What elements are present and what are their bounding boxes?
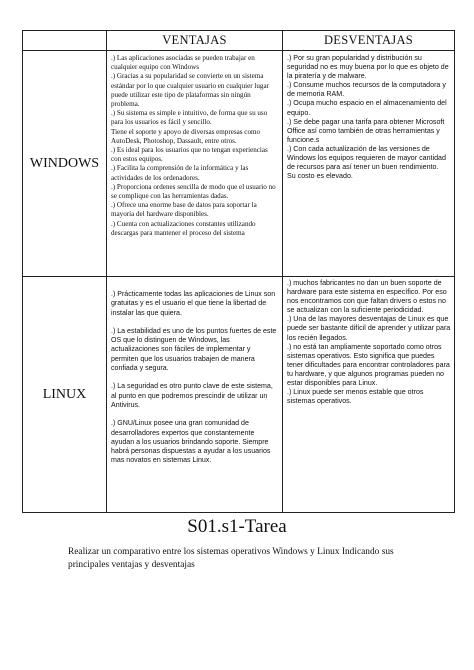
list-item: .) Proporciona ordenes sencilla de modo que el usuario no se complique con las herramientas dadas.	[111, 182, 276, 201]
list-item: Su costo es elevado.	[287, 172, 353, 181]
linux-desventajas-cell	[283, 277, 455, 513]
header-blank	[23, 31, 107, 51]
os-label-linux: LINUX	[23, 277, 107, 513]
page-title: S01.s1-Tarea	[187, 516, 287, 537]
windows-desventajas-cell	[283, 51, 455, 277]
table-header-row	[23, 31, 455, 51]
list-item: .) Cuenta con actualizaciones constantes utilizando descargas para mantener el proceso del sistema	[111, 219, 256, 237]
list-item: .) Su sistema es simple e intuitivo, de forma que su uso para los usuarios es fácil y sencillo.	[111, 109, 268, 127]
list-item: .) Con cada actualización de las versiones de Windows los equipos requieren de mayor cantidad de recursos para así tener un buen rendimiento.	[287, 144, 446, 172]
comparison-table	[22, 30, 455, 513]
header-ventajas: VENTAJAS	[107, 31, 283, 51]
list-item: .) Ocupa mucho espacio en el almacenamiento del equipo.	[287, 99, 447, 117]
list-item: .) GNU/Linux posee una gran comunidad de desarrolladores expertos que constantemente ayudan a los usuarios brindando soporte. Siempre habrá personas dispuestas a ayudar a los usuarios mas novatos en sistemas Linux.	[111, 420, 271, 465]
windows-ventajas-cell	[107, 51, 283, 277]
list-item: .) La estabilidad es uno de los puntos fuertes de este OS que lo distinguen de Windows, las actualizaciones son fáciles de implementar y permiten que los usuarios trabajen de manera confiada y segura.	[111, 327, 277, 373]
header-desventajas: DESVENTAJAS	[283, 31, 455, 51]
list-item: .) Es ideal para los usuarios que no tengan experiencias con estos equipos.	[111, 146, 268, 164]
list-item: .) Linux puede ser menos estable que otros sistemas operativos.	[287, 388, 424, 406]
list-item: .) muchos fabricantes no dan un buen soporte de hardware para este sistema en específico. Por eso nos encontramos con que faltan drivers o estos no se actualizan con la suficiente periodicidad.	[287, 279, 447, 315]
list-item: .) no está tan ampliamente soportado como otros sistemas operativos. Esto significa que puedes tener dificultades para encontrar controladores para tu hardware, y que algunos programas pueden no estar disponibles para Linux.	[287, 342, 450, 388]
list-item: .) Consume muchos recursos de la computadora y de memoria RAM.	[287, 81, 446, 99]
list-item: .) Por su gran popularidad y distribución su seguridad no es muy buena por lo que es objeto de la piratería y de malware.	[287, 54, 449, 81]
list-item: .) Prácticamente todas las aplicaciones de Linux son gratuitas y es el usuario el que tiene la libertad de instalar las que quiera.	[111, 291, 276, 317]
list-item: .) Gracias a su popularidad se convierte en un sistema estándar por lo que cualquier usuario en cualquier lugar puede utilizar este tipo de plataformas sin ningún problema.	[111, 72, 269, 109]
list-item: .) Ofrece una enorme base de datos para soportar la mayoría del hardware disponibles.	[111, 201, 257, 219]
table-row-linux	[23, 277, 455, 513]
list-item: .) Se debe pagar una tarifa para obtener Microsoft Office así como también de otras herramientas y funcione.s	[287, 117, 445, 144]
os-label-windows: WINDOWS	[23, 51, 107, 277]
table-row-windows	[23, 51, 455, 277]
assignment-description: Realizar un comparativo entre los sistemas operativos Windows y Linux Indicando sus principales ventajas y desventajas	[68, 547, 394, 570]
list-item: .) Facilita la comprensión de la informática y las actividades de los ordenadores.	[111, 164, 249, 182]
list-item: .) La seguridad es otro punto clave de este sistema, al punto en que podremos prescindir de utilizar un Antivirus.	[111, 383, 273, 409]
list-item: .) Una de las mayores desventajas de Linux es que puede ser bastante difícil de aprender y utilizar para los recién llegados.	[287, 315, 451, 342]
list-item: Tiene el soporte y apoyo de diversas empresas como AutoDesk, Photoshop, Dassault, entre otros.	[111, 127, 261, 145]
linux-ventajas-cell	[107, 277, 283, 513]
list-item: .) Las aplicaciones asociadas se pueden trabajar en cualquier equipo con Windows	[111, 54, 255, 72]
